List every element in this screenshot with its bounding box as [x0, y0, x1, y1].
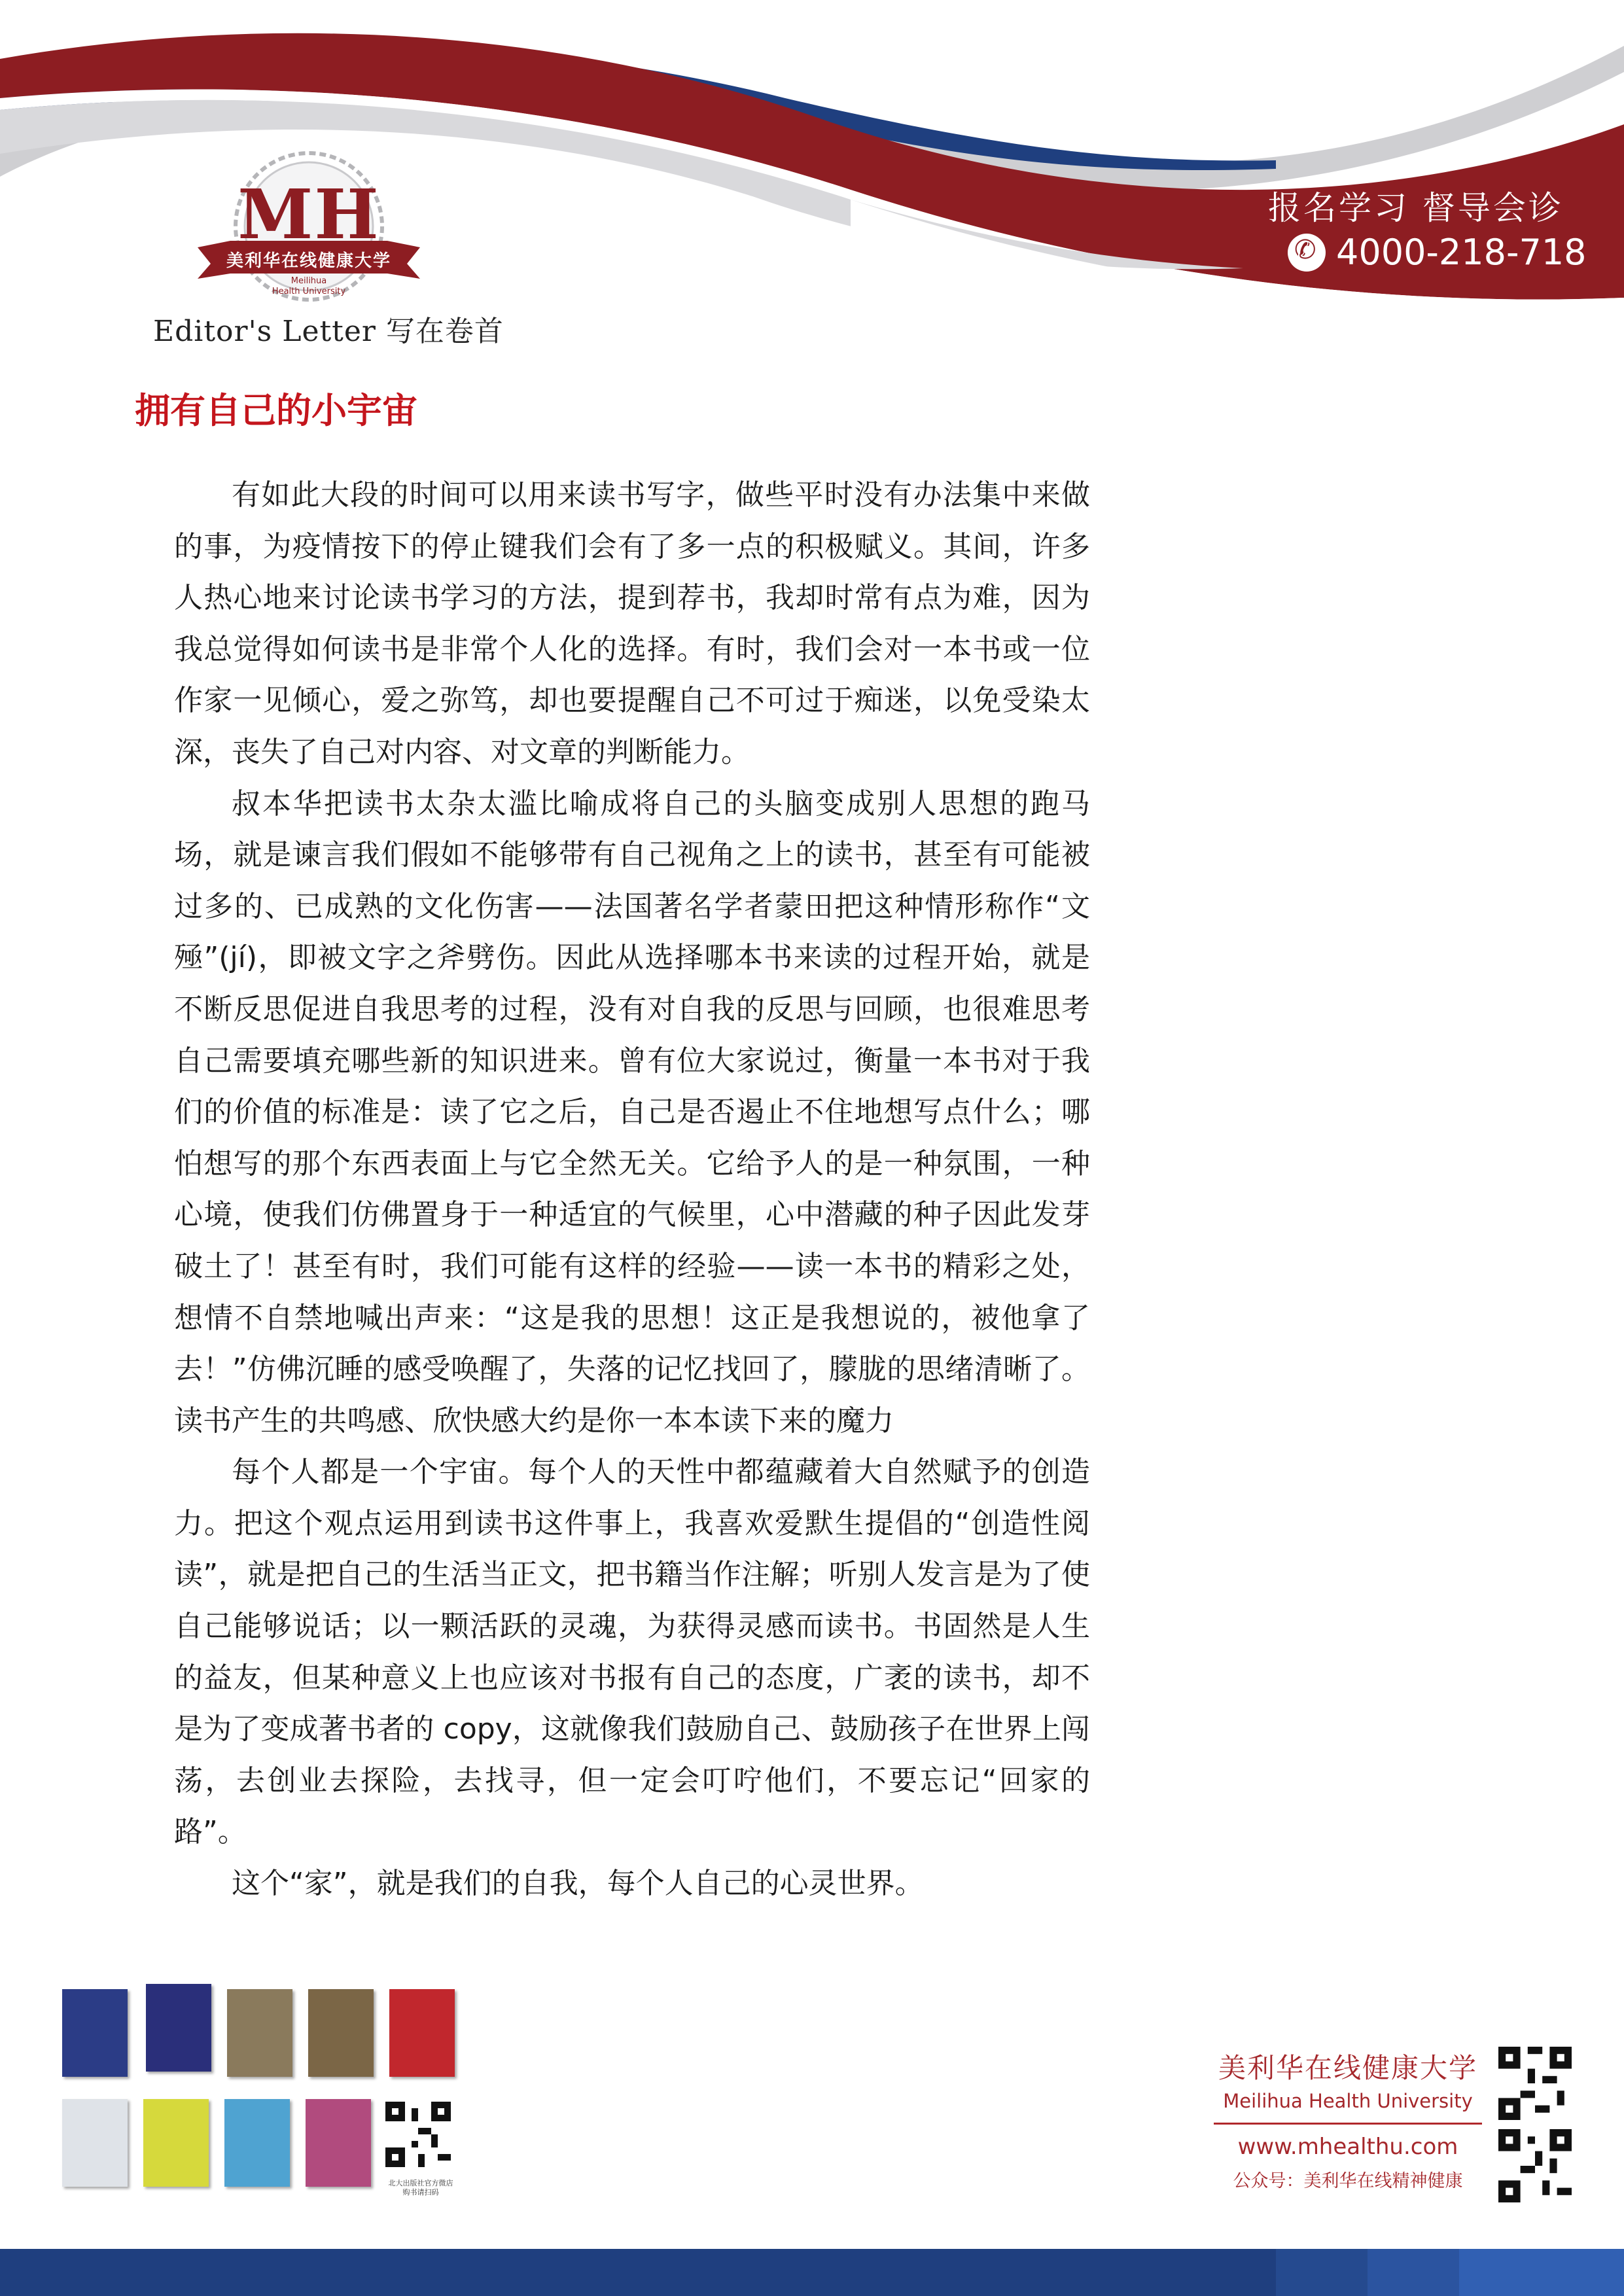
section-label: Editor's Letter 写在卷首 — [153, 315, 504, 348]
logo-mark: MH — [238, 174, 380, 255]
contact-slogan: 报名学习 督导会诊 — [1268, 189, 1564, 227]
article-paragraph: 有如此大段的时间可以用来读书写字，做些平时没有办法集中来做的事，为疫情按下的停止键我们会有了多一点的积极赋义。其间，许多人热心地来讨论读书学习的方法，提到荐书，我却时常有点为难，因为我总觉得如何读书是非常个人化的选择。有时，我们会对一本书或一位作家一见倾心，爱之弥笃，却也要提醒自己不可过于痴迷，以免受染太深，丧失了自己对内容、对文章的判断能力。 — [174, 478, 1090, 769]
weidian-qr-code-icon[interactable] — [385, 2102, 451, 2167]
footer-wechat: 公众号：美利华在线精神健康 — [1233, 2171, 1463, 2191]
article-paragraph: 这个“家”，就是我们的自我，每个人自己的心灵世界。 — [232, 1867, 924, 1901]
qr-caption — [375, 2179, 467, 2197]
qr-caption-line1: 北大出版社官方微店 — [388, 2179, 453, 2187]
article-title: 拥有自己的小宇宙 — [135, 390, 417, 431]
book-cover-blue[interactable] — [224, 2099, 290, 2187]
logo-english-name — [191, 276, 427, 297]
article-body — [174, 470, 1090, 1910]
website-qr-code-icon[interactable] — [1498, 2047, 1572, 2120]
article-paragraph: 叔本华把读书太杂太滥比喻成将自己的头脑变成别人思想的跑马场，就是谏言我们假如不能够带有自己视角之上的读书，甚至有可能被过多的、已成熟的文化伤害——法国著名学者蒙田把这种情形称作“文殛”(jí)，即被文字之斧劈伤。因此从选择哪本书来读的过程开始，就是不断反思促进自我思考的过程，没有对自我的反思与回顾，也很难思考自己需要填充哪些新的知识进来。曾有位大家说过，衡量一本书对于我们的价值的标准是：读了它之后，自己是否遏止不住地想写点什么；哪怕想写的那个东西表面上与它全然无关。它给予人的是一种氛围，一种心境，使我们仿佛置身于一种适宜的气候里，心中潜藏的种子因此发芽破土了！甚至有时，我们可能有这样的经验——读一本书的精彩之处，想情不自禁地喊出声来：“这是我的思想！这正是我想说的，被他拿了去！”仿佛沉睡的感受唤醒了，失落的记忆找回了，朦胧的思绪清晰了。读书产生的共鸣感、欣快感大约是你一本本读下来的魔力 — [174, 786, 1090, 1438]
qr-caption-line2: 购书请扫码 — [402, 2188, 439, 2197]
book-cover-clinical[interactable] — [389, 1989, 455, 2077]
book-cover-white[interactable] — [62, 2099, 128, 2187]
phone-icon — [1288, 234, 1326, 272]
book-cover-brown-b[interactable] — [308, 1989, 374, 2077]
logo-english-line2: Health University — [272, 287, 346, 296]
contact-phone — [1288, 232, 1587, 273]
footer-brand-en: Meilihua Health University — [1223, 2090, 1473, 2112]
logo-english-line1: Meilihua — [291, 276, 327, 286]
footer-url-link[interactable]: www.mhealthu.com — [1237, 2134, 1458, 2160]
footer-brand-cn: 美利华在线健康大学 — [1218, 2052, 1477, 2084]
logo-ribbon-text: 美利华在线健康大学 — [226, 251, 391, 271]
phone-number: 4000-218-718 — [1336, 232, 1587, 273]
footer-divider — [1214, 2123, 1482, 2125]
footer-brand — [1210, 2047, 1485, 2192]
book-collection — [62, 1989, 468, 2199]
book-cover-purple[interactable] — [306, 2099, 371, 2187]
university-logo — [191, 149, 427, 313]
wechat-qr-code-icon[interactable] — [1498, 2129, 1572, 2202]
footer-bar — [0, 2249, 1624, 2296]
book-cover-brown-a[interactable] — [227, 1989, 292, 2077]
article-paragraph: 每个人都是一个宇宙。每个人的天性中都蕴藏着大自然赋予的创造力。把这个观点运用到读书这件事上，我喜欢爱默生提倡的“创造性阅读”，就是把自己的生活当正文，把书籍当作注解；听别人发言是为了使自己能够说话；以一颗活跃的灵魂，为获得灵感而读书。书固然是人生的益友，但某种意义上也应该对书报有自己的态度，广袤的读书，却不是为了变成著书者的 copy，这就像我们鼓励自己、鼓励孩子在世界上闯荡，去创业去探险，去找寻，但一定会叮咛他们，不要忘记“回家的路”。 — [174, 1455, 1090, 1849]
book-cover-yellow[interactable] — [143, 2099, 209, 2187]
book-cover-dsm5-a[interactable] — [62, 1989, 128, 2077]
book-cover-dsm5-b[interactable] — [146, 1984, 211, 2072]
